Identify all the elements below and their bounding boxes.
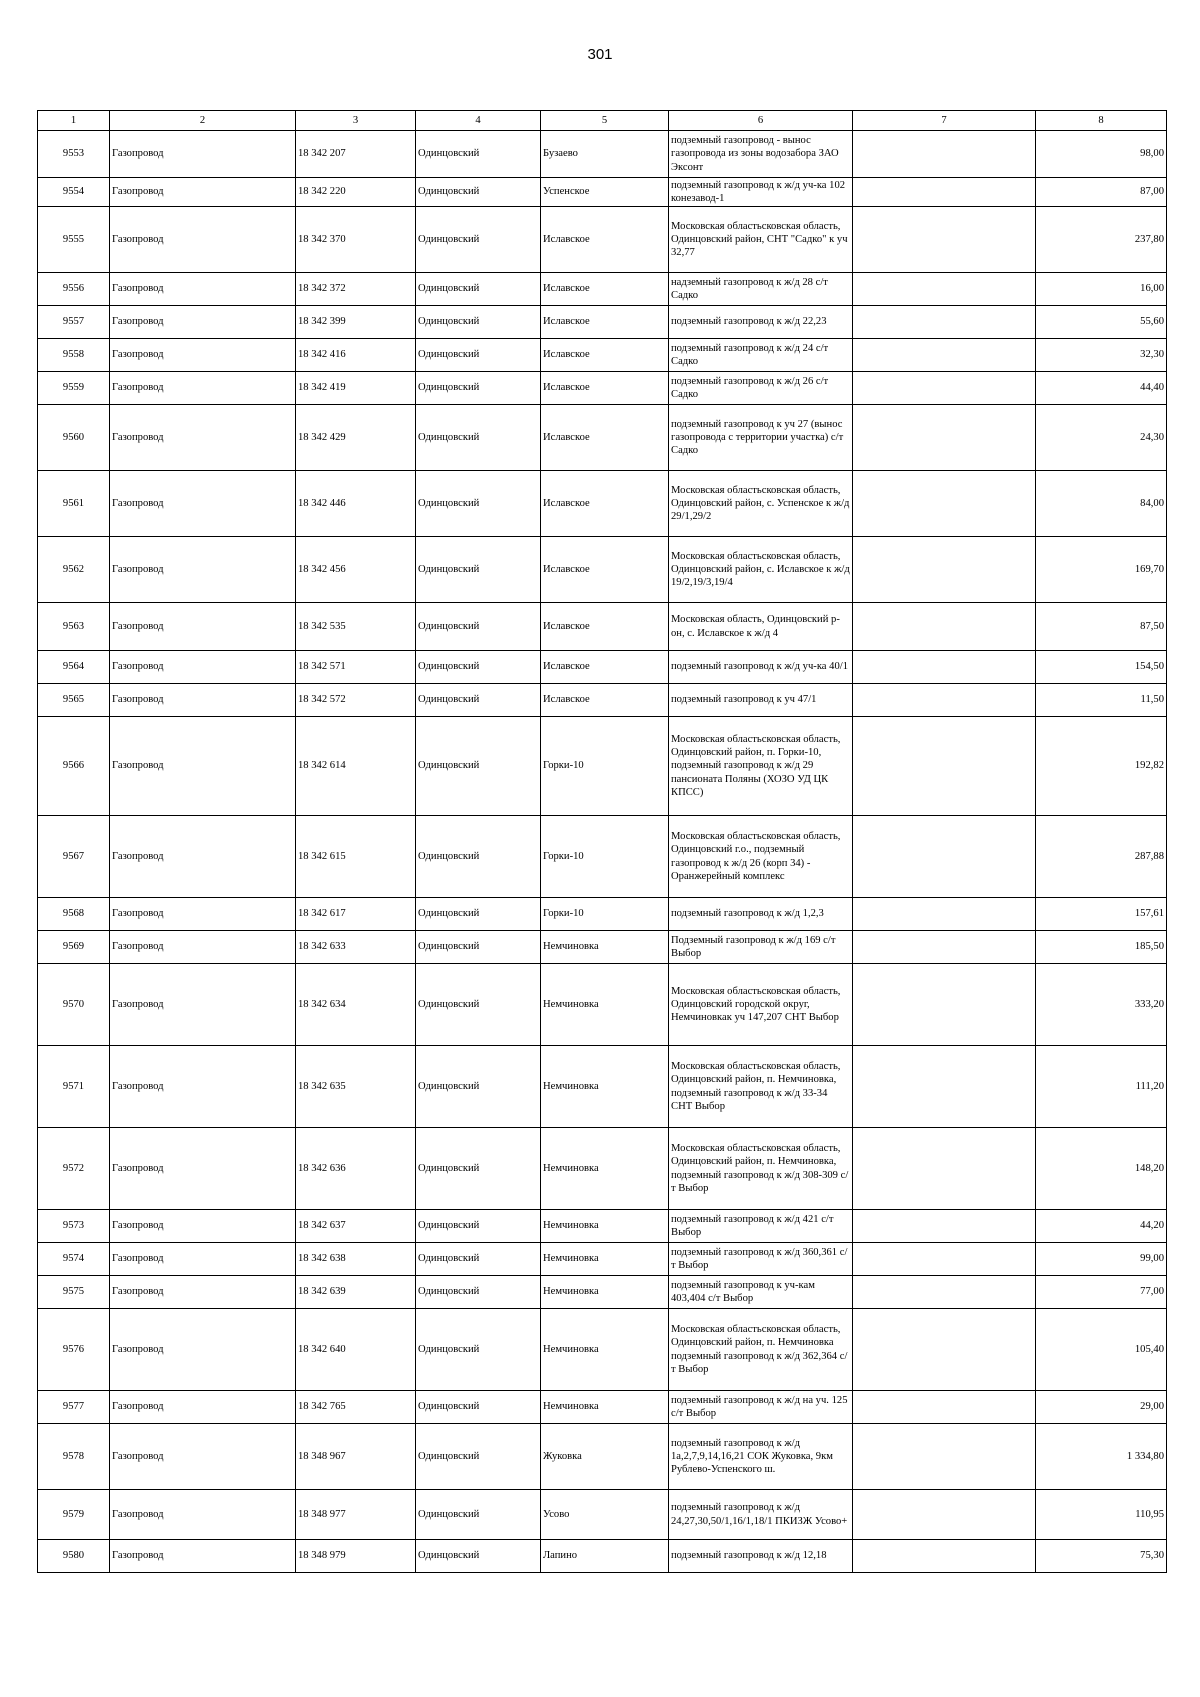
object-name: Газопровод — [110, 1391, 296, 1424]
column-7 — [853, 1210, 1036, 1243]
object-name: Газопровод — [110, 306, 296, 339]
column-7 — [853, 471, 1036, 537]
object-name: Газопровод — [110, 603, 296, 651]
district: Одинцовский — [416, 1046, 541, 1128]
length-value: 55,60 — [1036, 306, 1167, 339]
table-row — [38, 1128, 1167, 1210]
table-row — [38, 603, 1167, 651]
description: Московская областьсковская область, Одинцовский район, СНТ "Садко" к уч 32,77 — [669, 207, 853, 273]
row-number: 9561 — [38, 471, 110, 537]
description: подземный газопровод - вынос газопровода из зоны водозабора ЗАО Эксонт — [669, 131, 853, 178]
district: Одинцовский — [416, 1391, 541, 1424]
column-7 — [853, 931, 1036, 964]
column-header: 5 — [541, 111, 669, 131]
table-row — [38, 1391, 1167, 1424]
column-7 — [853, 178, 1036, 207]
length-value: 111,20 — [1036, 1046, 1167, 1128]
row-number: 9563 — [38, 603, 110, 651]
row-number: 9578 — [38, 1424, 110, 1490]
length-value: 77,00 — [1036, 1276, 1167, 1309]
row-number: 9564 — [38, 651, 110, 684]
locality: Иславское — [541, 273, 669, 306]
description: Подземный газопровод к ж/д 169 с/т Выбор — [669, 931, 853, 964]
column-header: 4 — [416, 111, 541, 131]
length-value: 287,88 — [1036, 816, 1167, 898]
description: подземный газопровод к уч 27 (вынос газопровода с территории участка) с/т Садко — [669, 405, 853, 471]
length-value: 154,50 — [1036, 651, 1167, 684]
locality: Иславское — [541, 339, 669, 372]
district: Одинцовский — [416, 717, 541, 816]
length-value: 99,00 — [1036, 1243, 1167, 1276]
object-code: 18 342 370 — [296, 207, 416, 273]
column-7 — [853, 651, 1036, 684]
description: Московская областьсковская область, Одинцовский район, п. Немчиновка, подземный газопровод к ж/д 308-309 с/т Выбор — [669, 1128, 853, 1210]
description: Московская областьсковская область, Одинцовский г.о., подземный газопровод к ж/д 26 (корп 34) - Оранжерейный комплекс — [669, 816, 853, 898]
length-value: 84,00 — [1036, 471, 1167, 537]
length-value: 185,50 — [1036, 931, 1167, 964]
locality: Немчиновка — [541, 1391, 669, 1424]
column-7 — [853, 306, 1036, 339]
length-value: 24,30 — [1036, 405, 1167, 471]
description: подземный газопровод к ж/д уч-ка 40/1 — [669, 651, 853, 684]
district: Одинцовский — [416, 651, 541, 684]
column-7 — [853, 372, 1036, 405]
length-value: 110,95 — [1036, 1490, 1167, 1540]
object-code: 18 342 614 — [296, 717, 416, 816]
column-7 — [853, 898, 1036, 931]
object-name: Газопровод — [110, 1046, 296, 1128]
length-value: 98,00 — [1036, 131, 1167, 178]
length-value: 32,30 — [1036, 339, 1167, 372]
locality: Горки-10 — [541, 898, 669, 931]
column-header: 1 — [38, 111, 110, 131]
description: Московская областьсковская область, Одинцовский район, п. Немчиновка, подземный газопровод к ж/д 33-34 СНТ Выбор — [669, 1046, 853, 1128]
length-value: 29,00 — [1036, 1391, 1167, 1424]
locality: Иславское — [541, 537, 669, 603]
object-name: Газопровод — [110, 931, 296, 964]
description: надземный газопровод к ж/д 28 с/т Садко — [669, 273, 853, 306]
district: Одинцовский — [416, 471, 541, 537]
column-7 — [853, 684, 1036, 717]
object-name: Газопровод — [110, 471, 296, 537]
column-7 — [853, 1276, 1036, 1309]
district: Одинцовский — [416, 1424, 541, 1490]
description: подземный газопровод к ж/д на уч. 125 с/т Выбор — [669, 1391, 853, 1424]
row-number: 9558 — [38, 339, 110, 372]
table-row — [38, 131, 1167, 178]
table-body — [38, 131, 1167, 1573]
description: подземный газопровод к ж/д 26 с/т Садко — [669, 372, 853, 405]
object-name: Газопровод — [110, 717, 296, 816]
object-name: Газопровод — [110, 1243, 296, 1276]
table-row — [38, 717, 1167, 816]
object-name: Газопровод — [110, 651, 296, 684]
object-code: 18 342 416 — [296, 339, 416, 372]
object-code: 18 342 638 — [296, 1243, 416, 1276]
table-row — [38, 964, 1167, 1046]
column-7 — [853, 816, 1036, 898]
table-row — [38, 372, 1167, 405]
row-number: 9580 — [38, 1540, 110, 1573]
object-code: 18 342 572 — [296, 684, 416, 717]
locality: Немчиновка — [541, 1309, 669, 1391]
district: Одинцовский — [416, 537, 541, 603]
locality: Иславское — [541, 471, 669, 537]
column-header: 7 — [853, 111, 1036, 131]
column-7 — [853, 1391, 1036, 1424]
district: Одинцовский — [416, 1490, 541, 1540]
registry-table — [37, 110, 1167, 1573]
object-name: Газопровод — [110, 405, 296, 471]
object-name: Газопровод — [110, 207, 296, 273]
locality: Немчиновка — [541, 1128, 669, 1210]
locality: Жуковка — [541, 1424, 669, 1490]
object-code: 18 342 446 — [296, 471, 416, 537]
row-number: 9559 — [38, 372, 110, 405]
column-header: 8 — [1036, 111, 1167, 131]
column-7 — [853, 1490, 1036, 1540]
row-number: 9573 — [38, 1210, 110, 1243]
row-number: 9567 — [38, 816, 110, 898]
object-code: 18 342 429 — [296, 405, 416, 471]
locality: Немчиновка — [541, 1046, 669, 1128]
table-row — [38, 1243, 1167, 1276]
length-value: 1 334,80 — [1036, 1424, 1167, 1490]
district: Одинцовский — [416, 207, 541, 273]
district: Одинцовский — [416, 964, 541, 1046]
length-value: 87,50 — [1036, 603, 1167, 651]
row-number: 9562 — [38, 537, 110, 603]
table-row — [38, 1046, 1167, 1128]
object-name: Газопровод — [110, 1128, 296, 1210]
object-code: 18 342 372 — [296, 273, 416, 306]
object-code: 18 342 634 — [296, 964, 416, 1046]
description: подземный газопровод к ж/д 1,2,3 — [669, 898, 853, 931]
table-row — [38, 273, 1167, 306]
locality: Иславское — [541, 603, 669, 651]
column-header: 2 — [110, 111, 296, 131]
district: Одинцовский — [416, 1210, 541, 1243]
object-name: Газопровод — [110, 964, 296, 1046]
column-7 — [853, 964, 1036, 1046]
district: Одинцовский — [416, 603, 541, 651]
column-7 — [853, 339, 1036, 372]
locality: Немчиновка — [541, 1243, 669, 1276]
locality: Лапино — [541, 1540, 669, 1573]
description: подземный газопровод к ж/д 24,27,30,50/1,16/1,18/1 ПКИЗЖ Усово+ — [669, 1490, 853, 1540]
object-name: Газопровод — [110, 1540, 296, 1573]
district: Одинцовский — [416, 306, 541, 339]
district: Одинцовский — [416, 684, 541, 717]
description: Московская областьсковская область, Одинцовский городской округ, Немчиновкак уч 147,207 СНТ Выбор — [669, 964, 853, 1046]
table-row — [38, 1210, 1167, 1243]
object-code: 18 342 640 — [296, 1309, 416, 1391]
description: Московская областьсковская область, Одинцовский район, с. Успенское к ж/д 29/1,29/2 — [669, 471, 853, 537]
length-value: 44,40 — [1036, 372, 1167, 405]
locality: Горки-10 — [541, 717, 669, 816]
row-number: 9553 — [38, 131, 110, 178]
description: подземный газопровод к уч-кам 403,404 с/т Выбор — [669, 1276, 853, 1309]
district: Одинцовский — [416, 372, 541, 405]
object-code: 18 342 633 — [296, 931, 416, 964]
district: Одинцовский — [416, 1540, 541, 1573]
object-code: 18 342 220 — [296, 178, 416, 207]
object-code: 18 342 635 — [296, 1046, 416, 1128]
description: Московская областьсковская область, Одинцовский район, с. Иславское к ж/д 19/2,19/3,19/4 — [669, 537, 853, 603]
object-name: Газопровод — [110, 178, 296, 207]
district: Одинцовский — [416, 898, 541, 931]
object-code: 18 342 207 — [296, 131, 416, 178]
column-7 — [853, 1540, 1036, 1573]
table-row — [38, 178, 1167, 207]
length-value: 16,00 — [1036, 273, 1167, 306]
table-row — [38, 405, 1167, 471]
length-value: 333,20 — [1036, 964, 1167, 1046]
row-number: 9576 — [38, 1309, 110, 1391]
length-value: 105,40 — [1036, 1309, 1167, 1391]
district: Одинцовский — [416, 1243, 541, 1276]
row-number: 9557 — [38, 306, 110, 339]
object-code: 18 342 639 — [296, 1276, 416, 1309]
description: подземный газопровод к ж/д 421 с/т Выбор — [669, 1210, 853, 1243]
object-name: Газопровод — [110, 898, 296, 931]
district: Одинцовский — [416, 1128, 541, 1210]
column-header: 3 — [296, 111, 416, 131]
object-name: Газопровод — [110, 1424, 296, 1490]
table-row — [38, 537, 1167, 603]
object-code: 18 342 765 — [296, 1391, 416, 1424]
district: Одинцовский — [416, 178, 541, 207]
object-code: 18 342 636 — [296, 1128, 416, 1210]
description: подземный газопровод к ж/д 360,361 с/т Выбор — [669, 1243, 853, 1276]
object-code: 18 342 617 — [296, 898, 416, 931]
description: Московская областьсковская область, Одинцовский район, п. Горки-10, подземный газопровод к ж/д 29 пансионата Поляны (ХОЗО УД ЦК КПСС) — [669, 717, 853, 816]
table-row — [38, 471, 1167, 537]
object-code: 18 342 456 — [296, 537, 416, 603]
locality: Горки-10 — [541, 816, 669, 898]
column-header: 6 — [669, 111, 853, 131]
row-number: 9565 — [38, 684, 110, 717]
column-7 — [853, 1128, 1036, 1210]
table-row — [38, 684, 1167, 717]
locality: Немчиновка — [541, 931, 669, 964]
length-value: 44,20 — [1036, 1210, 1167, 1243]
locality: Усово — [541, 1490, 669, 1540]
description: Московская область, Одинцовский р-он, с. Иславское к ж/д 4 — [669, 603, 853, 651]
length-value: 87,00 — [1036, 178, 1167, 207]
header-row — [38, 111, 1167, 131]
column-7 — [853, 131, 1036, 178]
description: подземный газопровод к уч 47/1 — [669, 684, 853, 717]
locality: Иславское — [541, 684, 669, 717]
column-7 — [853, 273, 1036, 306]
table-row — [38, 1490, 1167, 1540]
page-number: 301 — [587, 46, 613, 63]
column-7 — [853, 537, 1036, 603]
table-row — [38, 1424, 1167, 1490]
locality: Бузаево — [541, 131, 669, 178]
locality: Иславское — [541, 405, 669, 471]
description: Московская областьсковская область, Одинцовский район, п. Немчиновка подземный газопровод к ж/д 362,364 с/т Выбор — [669, 1309, 853, 1391]
column-7 — [853, 1424, 1036, 1490]
length-value: 192,82 — [1036, 717, 1167, 816]
district: Одинцовский — [416, 1309, 541, 1391]
object-name: Газопровод — [110, 1210, 296, 1243]
length-value: 157,61 — [1036, 898, 1167, 931]
district: Одинцовский — [416, 931, 541, 964]
length-value: 237,80 — [1036, 207, 1167, 273]
row-number: 9569 — [38, 931, 110, 964]
object-name: Газопровод — [110, 131, 296, 178]
length-value: 169,70 — [1036, 537, 1167, 603]
table-row — [38, 1276, 1167, 1309]
column-7 — [853, 1309, 1036, 1391]
row-number: 9574 — [38, 1243, 110, 1276]
length-value: 148,20 — [1036, 1128, 1167, 1210]
locality: Иславское — [541, 207, 669, 273]
column-7 — [853, 207, 1036, 273]
object-name: Газопровод — [110, 339, 296, 372]
description: подземный газопровод к ж/д уч-ка 102 конезавод-1 — [669, 178, 853, 207]
column-7 — [853, 717, 1036, 816]
row-number: 9554 — [38, 178, 110, 207]
table-row — [38, 816, 1167, 898]
object-name: Газопровод — [110, 1276, 296, 1309]
district: Одинцовский — [416, 816, 541, 898]
length-value: 11,50 — [1036, 684, 1167, 717]
row-number: 9555 — [38, 207, 110, 273]
object-code: 18 348 979 — [296, 1540, 416, 1573]
object-code: 18 342 535 — [296, 603, 416, 651]
district: Одинцовский — [416, 1276, 541, 1309]
row-number: 9572 — [38, 1128, 110, 1210]
table-row — [38, 931, 1167, 964]
object-code: 18 348 967 — [296, 1424, 416, 1490]
row-number: 9577 — [38, 1391, 110, 1424]
object-name: Газопровод — [110, 372, 296, 405]
locality: Немчиновка — [541, 1210, 669, 1243]
locality: Иславское — [541, 651, 669, 684]
table-row — [38, 1540, 1167, 1573]
object-name: Газопровод — [110, 273, 296, 306]
row-number: 9571 — [38, 1046, 110, 1128]
object-name: Газопровод — [110, 1490, 296, 1540]
table-row — [38, 339, 1167, 372]
table-row — [38, 898, 1167, 931]
district: Одинцовский — [416, 405, 541, 471]
object-code: 18 342 637 — [296, 1210, 416, 1243]
row-number: 9566 — [38, 717, 110, 816]
object-code: 18 348 977 — [296, 1490, 416, 1540]
length-value: 75,30 — [1036, 1540, 1167, 1573]
locality: Немчиновка — [541, 964, 669, 1046]
row-number: 9570 — [38, 964, 110, 1046]
object-code: 18 342 399 — [296, 306, 416, 339]
locality: Немчиновка — [541, 1276, 669, 1309]
locality: Иславское — [541, 372, 669, 405]
column-7 — [853, 1046, 1036, 1128]
row-number: 9556 — [38, 273, 110, 306]
column-7 — [853, 603, 1036, 651]
object-code: 18 342 615 — [296, 816, 416, 898]
object-code: 18 342 419 — [296, 372, 416, 405]
table-row — [38, 306, 1167, 339]
column-7 — [853, 405, 1036, 471]
description: подземный газопровод к ж/д 22,23 — [669, 306, 853, 339]
district: Одинцовский — [416, 131, 541, 178]
locality: Иславское — [541, 306, 669, 339]
table-row — [38, 651, 1167, 684]
object-name: Газопровод — [110, 816, 296, 898]
district: Одинцовский — [416, 273, 541, 306]
row-number: 9568 — [38, 898, 110, 931]
object-code: 18 342 571 — [296, 651, 416, 684]
object-name: Газопровод — [110, 537, 296, 603]
object-name: Газопровод — [110, 684, 296, 717]
row-number: 9575 — [38, 1276, 110, 1309]
table-row — [38, 1309, 1167, 1391]
object-name: Газопровод — [110, 1309, 296, 1391]
district: Одинцовский — [416, 339, 541, 372]
locality: Успенское — [541, 178, 669, 207]
column-7 — [853, 1243, 1036, 1276]
row-number: 9579 — [38, 1490, 110, 1540]
description: подземный газопровод к ж/д 1а,2,7,9,14,16,21 СОК Жуковка, 9км Рублево-Успенского ш. — [669, 1424, 853, 1490]
description: подземный газопровод к ж/д 24 с/т Садко — [669, 339, 853, 372]
table-row — [38, 207, 1167, 273]
description: подземный газопровод к ж/д 12,18 — [669, 1540, 853, 1573]
row-number: 9560 — [38, 405, 110, 471]
